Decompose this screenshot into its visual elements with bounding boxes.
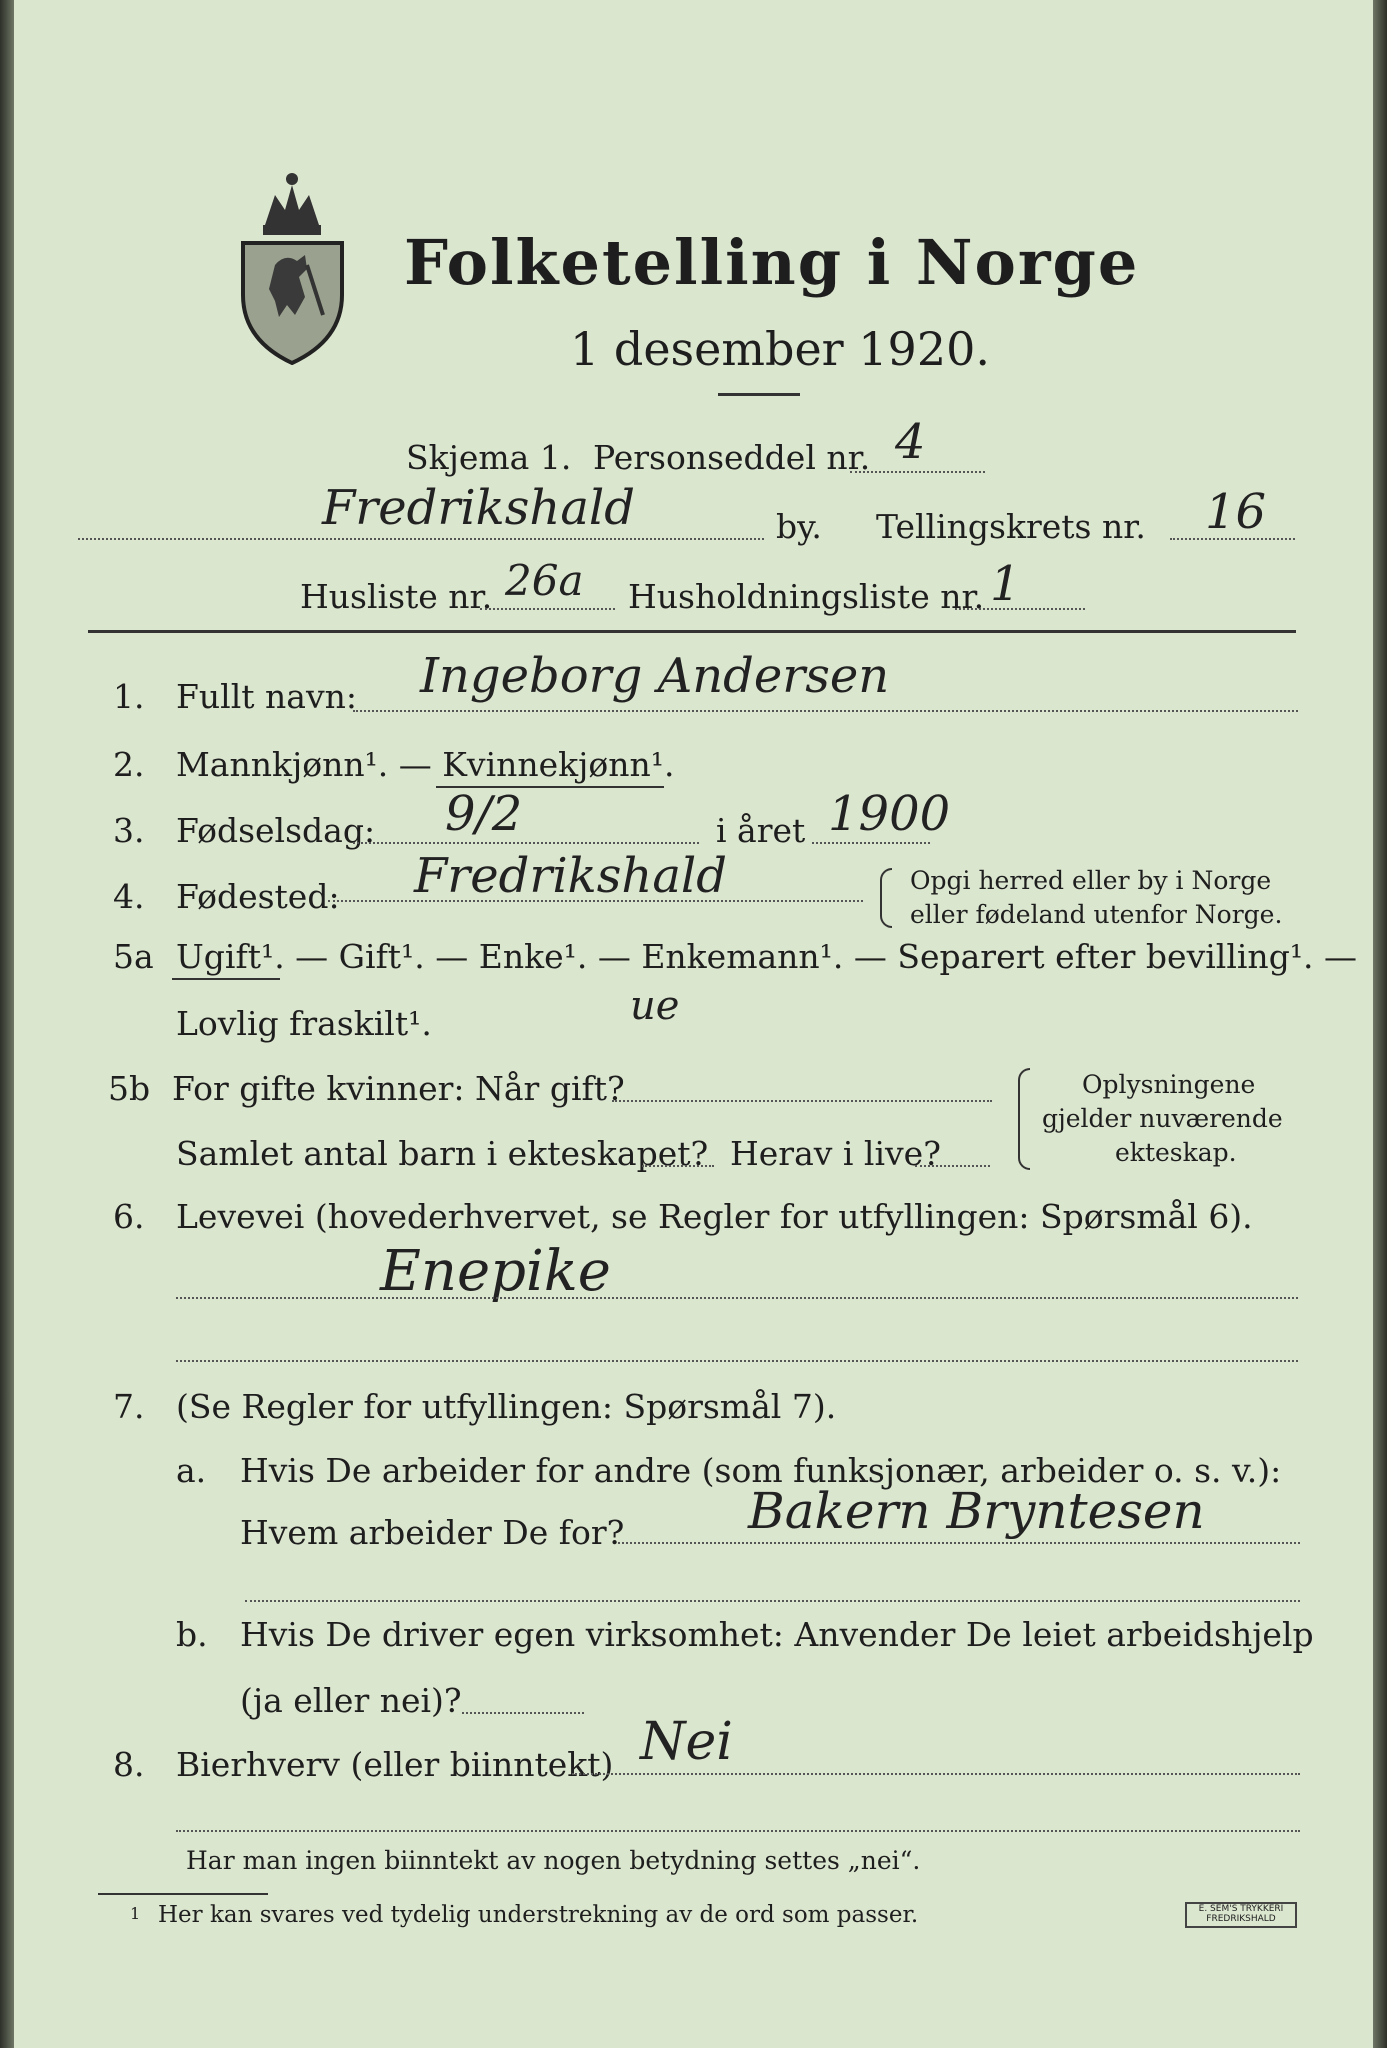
employer-line-1	[618, 1542, 1300, 1544]
q1-label: Fullt navn:	[176, 677, 357, 716]
schema-label: Skjema 1.	[406, 438, 572, 477]
city-value: Fredrikshald	[322, 480, 636, 536]
occupation-label: Levevei (hovederhvervet, se Regler for utfyllingen: Spørsmål 6).	[176, 1197, 1253, 1236]
q2-number: 2.	[113, 745, 145, 784]
printer-stamp-line1: E. SEM'S TRYKKERI	[1198, 1904, 1284, 1914]
city-suffix: by.	[776, 507, 822, 546]
hired-help-line	[462, 1712, 584, 1714]
husholdning-value: 1	[990, 556, 1021, 612]
q1-number: 1.	[113, 677, 145, 716]
left-edge	[0, 0, 14, 2048]
birth-date-value: 9/2	[445, 786, 523, 842]
marriage-note-1: Oplysningene	[1082, 1070, 1256, 1099]
marriage-note-bracket	[1018, 1068, 1030, 1170]
birthplace-line	[328, 900, 863, 902]
footnote-divider	[98, 1893, 268, 1895]
employer-value: Bakern Bryntesen	[748, 1482, 1205, 1540]
husholdning-line	[955, 608, 1085, 610]
married-when-line	[612, 1100, 992, 1102]
personseddel-line	[850, 471, 985, 473]
side-income-line-2	[176, 1830, 1300, 1832]
q4-number: 4.	[113, 877, 145, 916]
birthplace-note-bracket	[880, 868, 892, 928]
gender-options: Mannkjønn¹. — Kvinnekjønn¹.	[176, 745, 675, 784]
printer-stamp-line2: FREDRIKSHALD	[1206, 1914, 1276, 1924]
printer-stamp	[1185, 1902, 1297, 1928]
marriage-note-2: gjelder nuværende	[1042, 1104, 1283, 1133]
husliste-line	[480, 608, 615, 610]
q7b-question: Hvis De driver egen virksomhet: Anvender De leiet arbeidshjelp	[240, 1615, 1314, 1654]
q7-label: (Se Regler for utfyllingen: Spørsmål 7).	[176, 1387, 837, 1426]
birth-date-line	[353, 842, 699, 844]
q3-number: 3.	[113, 811, 145, 850]
footnote-mark: 1	[130, 1904, 141, 1923]
q5b-number: 5b	[108, 1069, 151, 1108]
side-income-line-1	[572, 1773, 1300, 1775]
tellingskrets-value: 16	[1205, 484, 1267, 540]
footnote-text: Her kan svares ved tydelig understrekning av de ord som passer.	[158, 1902, 919, 1928]
title-divider	[718, 393, 800, 396]
occupation-line-1	[176, 1297, 1298, 1299]
q6-number: 6.	[113, 1197, 145, 1236]
employer-label: Hvem arbeider De for?	[240, 1513, 625, 1552]
city-line	[78, 538, 764, 540]
right-edge	[1373, 0, 1387, 2048]
birth-year-line	[812, 842, 930, 844]
marital-status-line2: Lovlig fraskilt¹.	[176, 1004, 432, 1043]
full-name-value: Ingeborg Andersen	[420, 648, 890, 704]
form-title: Folketelling i Norge	[404, 226, 1140, 299]
husholdning-label: Husholdningsliste nr.	[628, 577, 985, 616]
hired-help-label: (ja eller nei)?	[240, 1681, 462, 1720]
employer-line-2	[245, 1600, 1300, 1602]
q3-label: Fødselsdag:	[176, 811, 376, 850]
married-when-label: For gifte kvinner: Når gift?	[172, 1069, 625, 1108]
birthplace-note-1: Opgi herred eller by i Norge	[910, 866, 1272, 895]
birthplace-value: Fredrikshald	[414, 848, 728, 904]
husliste-label: Husliste nr.	[300, 577, 493, 616]
children-count-label: Samlet antal barn i ekteskapet?	[176, 1134, 709, 1173]
birthplace-note-2: eller fødeland utenfor Norge.	[910, 900, 1283, 929]
occupation-line-2	[176, 1360, 1298, 1362]
q7a-question: Hvis De arbeider for andre (som funksjonær, arbeider o. s. v.):	[240, 1451, 1282, 1490]
birth-year-value: 1900	[828, 786, 951, 842]
personseddel-value: 4	[895, 414, 926, 470]
personseddel-label: Personseddel nr.	[593, 438, 871, 477]
tellingskrets-label: Tellingskrets nr.	[876, 507, 1146, 546]
q5a-number: 5a	[113, 937, 154, 976]
marital-status-options: Ugift¹. — Gift¹. — Enke¹. — Enkemann¹. — Separert efter bevilling¹. —	[176, 937, 1358, 976]
marital-status-underline	[172, 978, 280, 980]
q7-number: 7.	[113, 1387, 145, 1426]
children-alive-label: Herav i live?	[730, 1134, 941, 1173]
children-count-line	[642, 1165, 714, 1167]
header-separator	[88, 630, 1296, 633]
year-label: i året	[716, 811, 806, 850]
q8-number: 8.	[113, 1745, 145, 1784]
side-income-label: Bierhverv (eller biinntekt)	[176, 1745, 614, 1784]
tellingskrets-line	[1170, 538, 1295, 540]
marriage-note-3: ekteskap.	[1115, 1138, 1237, 1167]
children-alive-line	[915, 1165, 990, 1167]
census-date: 1 desember 1920.	[570, 322, 990, 376]
q7a-letter: a.	[176, 1451, 207, 1490]
q7b-letter: b.	[176, 1615, 208, 1654]
side-income-value: Nei	[640, 1712, 733, 1772]
marital-status-value: ue	[630, 983, 680, 1029]
full-name-line	[353, 710, 1298, 712]
no-income-note: Har man ingen biinntekt av nogen betydning settes „nei“.	[186, 1846, 921, 1875]
husliste-value: 26a	[505, 556, 584, 605]
q4-label: Fødested:	[176, 877, 340, 916]
occupation-value: Enepike	[380, 1239, 611, 1304]
norwegian-coat-of-arms-icon	[235, 165, 350, 365]
